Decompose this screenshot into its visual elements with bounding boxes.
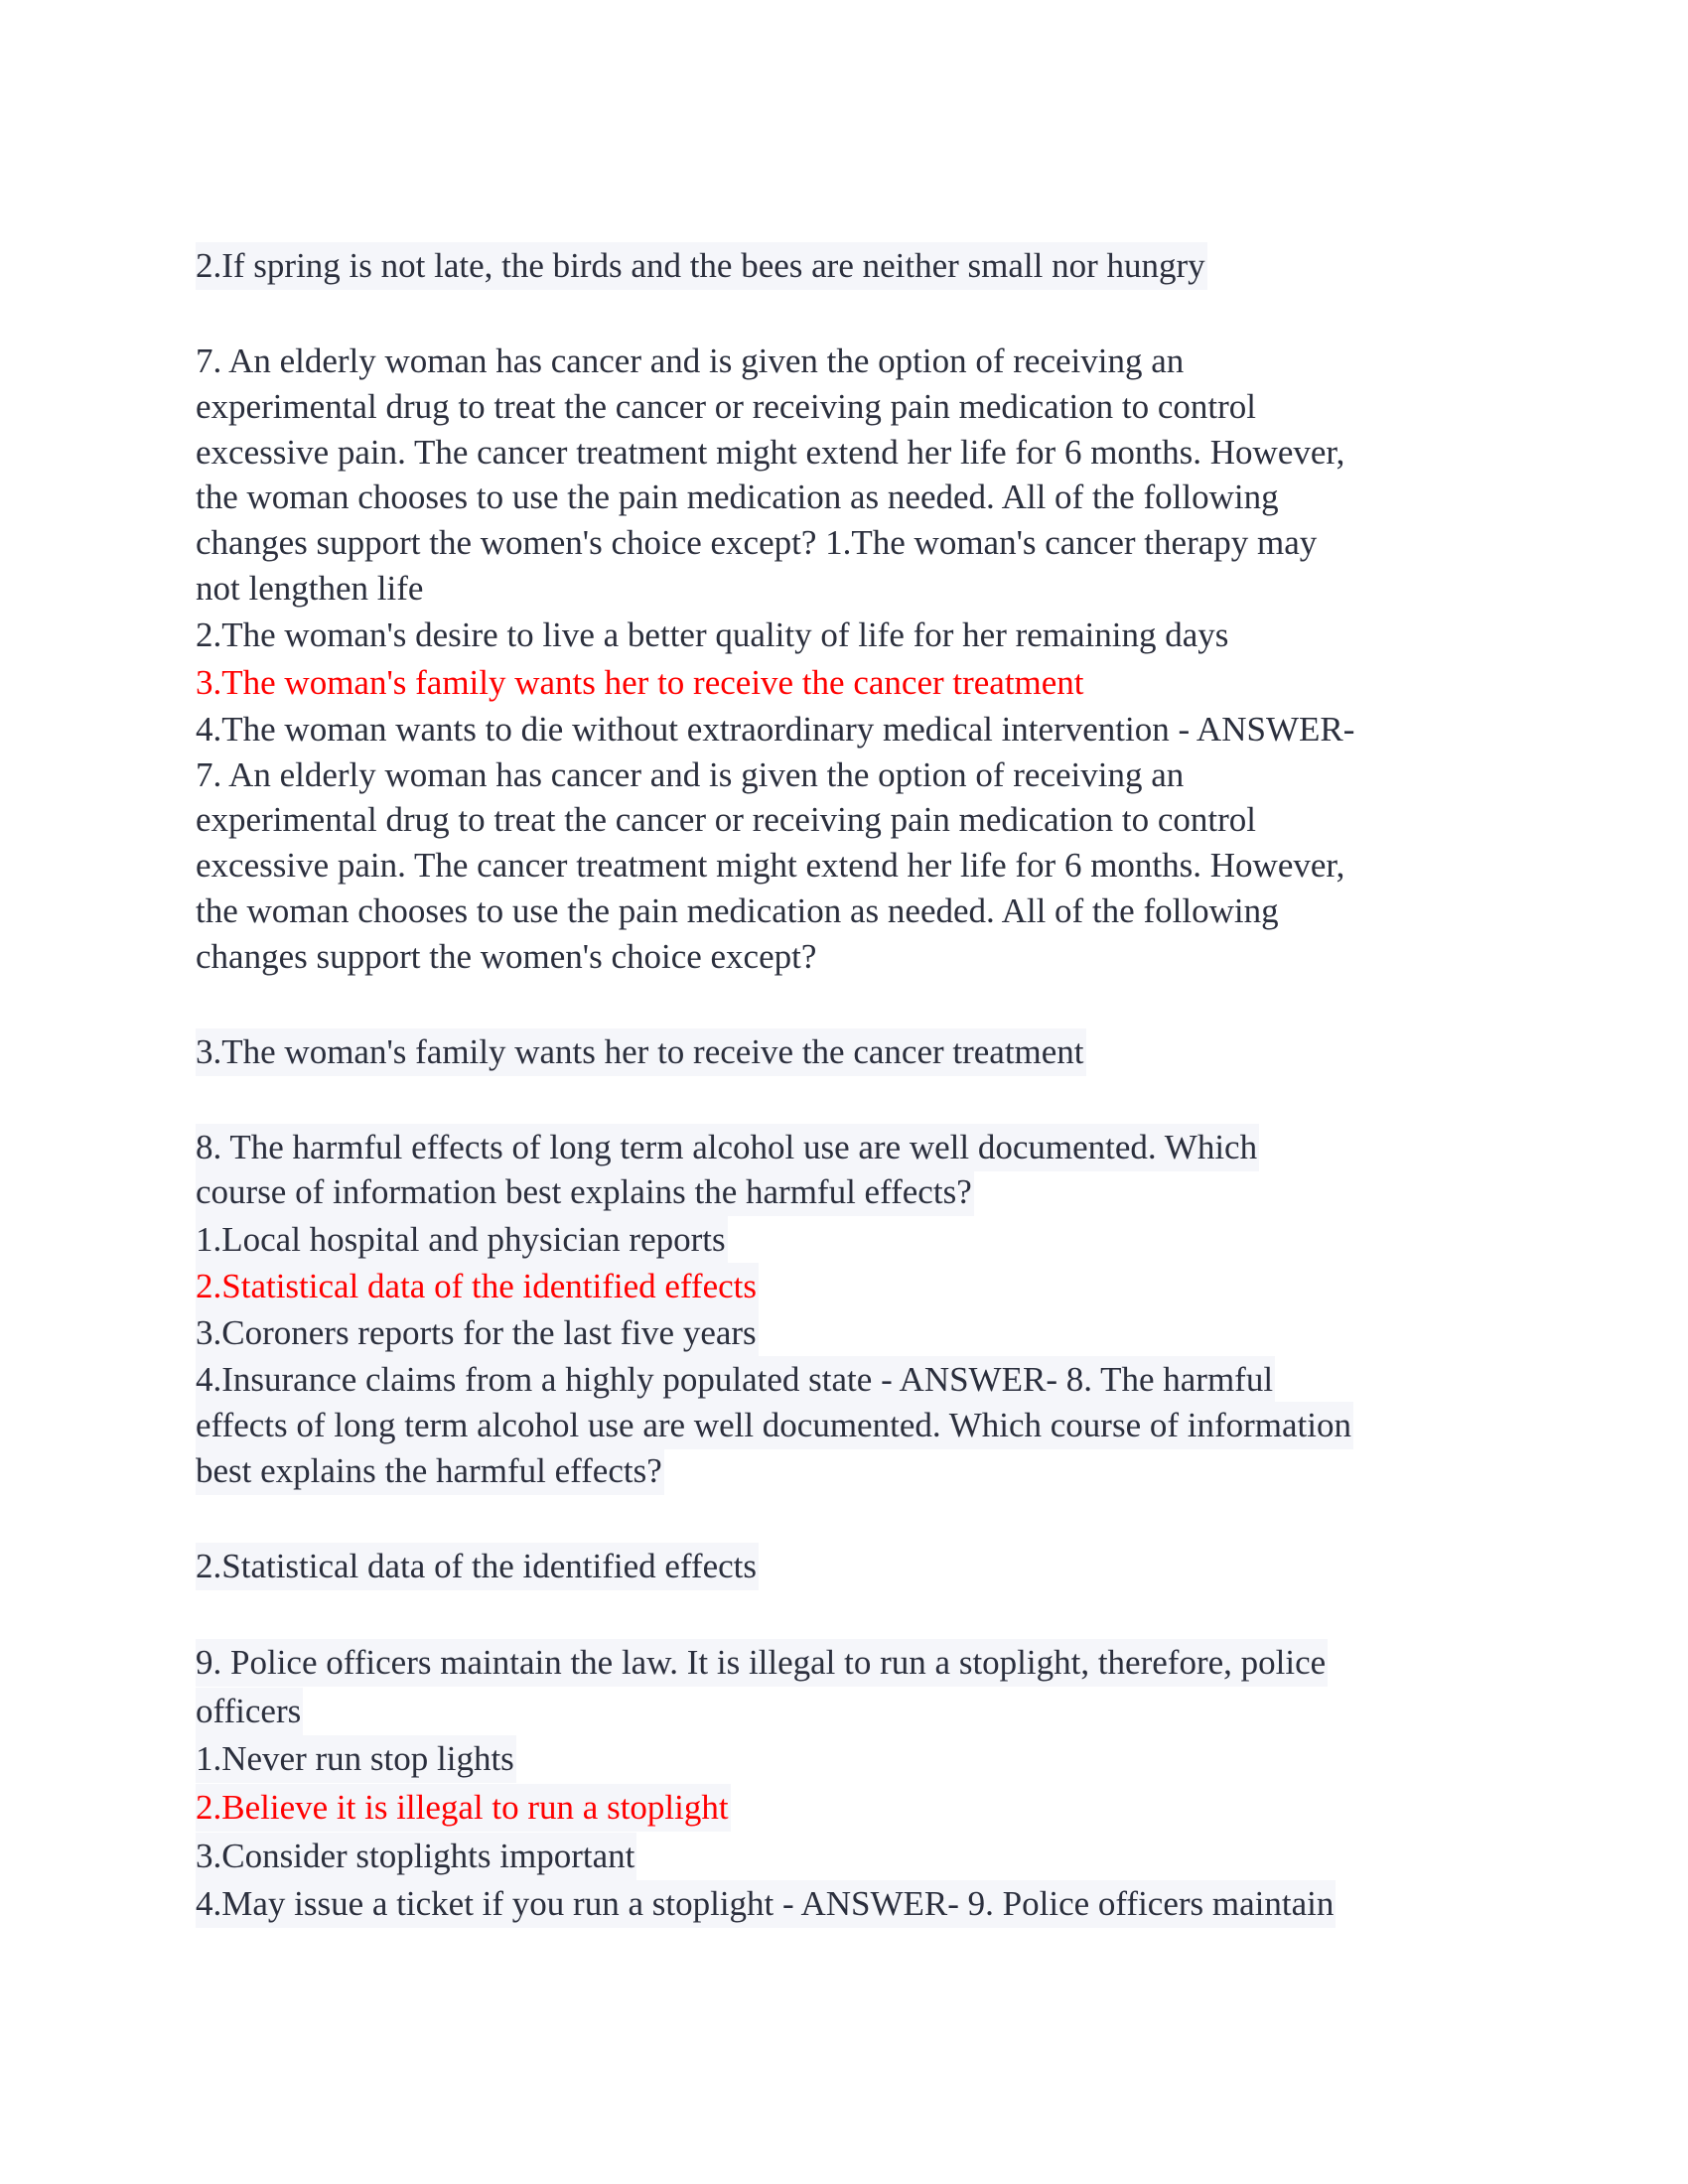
text-line: 3.Consider stoplights important — [196, 1833, 636, 1880]
text-line: the woman chooses to use the pain medication as needed. All of the following — [196, 478, 1279, 516]
text-line: course of information best explains the harmful effects? — [196, 1168, 974, 1216]
answer-line: 2.Believe it is illegal to run a stoplight — [196, 1784, 731, 1832]
text-line: 2.The woman's desire to live a better quality of life for her remaining days — [196, 615, 1229, 654]
text-line: effects of long term alcohol use are well documented. Which course of information — [196, 1402, 1353, 1449]
text-line: experimental drug to treat the cancer or receiving pain medication to control — [196, 387, 1257, 426]
text-line: 2.Statistical data of the identified effects — [196, 1543, 759, 1590]
text-line: 3.The woman's family wants her to receive the cancer treatment — [196, 1028, 1086, 1076]
text-line: 8. The harmful effects of long term alcohol use are well documented. Which — [196, 1124, 1259, 1171]
text-line: 4.The woman wants to die without extraordinary medical intervention - ANSWER- — [196, 710, 1355, 749]
text-line: 7. An elderly woman has cancer and is given the option of receiving an — [196, 341, 1185, 380]
answer-line: 3.The woman's family wants her to receive the cancer treatment — [196, 663, 1084, 702]
text-line: 1.Never run stop lights — [196, 1735, 516, 1783]
text-line: officers — [196, 1688, 303, 1735]
text-line: excessive pain. The cancer treatment might extend her life for 6 months. However, — [196, 846, 1345, 885]
text-line: 1.Local hospital and physician reports — [196, 1216, 728, 1264]
text-line: 4.May issue a ticket if you run a stoplight - ANSWER- 9. Police officers maintain — [196, 1880, 1336, 1928]
answer-line: 2.Statistical data of the identified effects — [196, 1263, 759, 1310]
text-line: not lengthen life — [196, 569, 424, 608]
text-line: 2.If spring is not late, the birds and the bees are neither small nor hungry — [196, 242, 1207, 290]
text-line: best explains the harmful effects? — [196, 1447, 664, 1495]
text-line: 3.Coroners reports for the last five years — [196, 1309, 759, 1357]
text-line: 9. Police officers maintain the law. It is illegal to run a stoplight, therefore, police — [196, 1639, 1328, 1687]
text-line: the woman chooses to use the pain medication as needed. All of the following — [196, 891, 1279, 930]
text-line: changes support the women's choice except? — [196, 937, 817, 976]
text-line: 7. An elderly woman has cancer and is given the option of receiving an — [196, 755, 1185, 794]
text-line: experimental drug to treat the cancer or receiving pain medication to control — [196, 800, 1257, 839]
text-line: changes support the women's choice except? 1.The woman's cancer therapy may — [196, 523, 1318, 562]
text-line: 4.Insurance claims from a highly populated state - ANSWER- 8. The harmful — [196, 1356, 1275, 1404]
text-line: excessive pain. The cancer treatment might extend her life for 6 months. However, — [196, 433, 1345, 472]
